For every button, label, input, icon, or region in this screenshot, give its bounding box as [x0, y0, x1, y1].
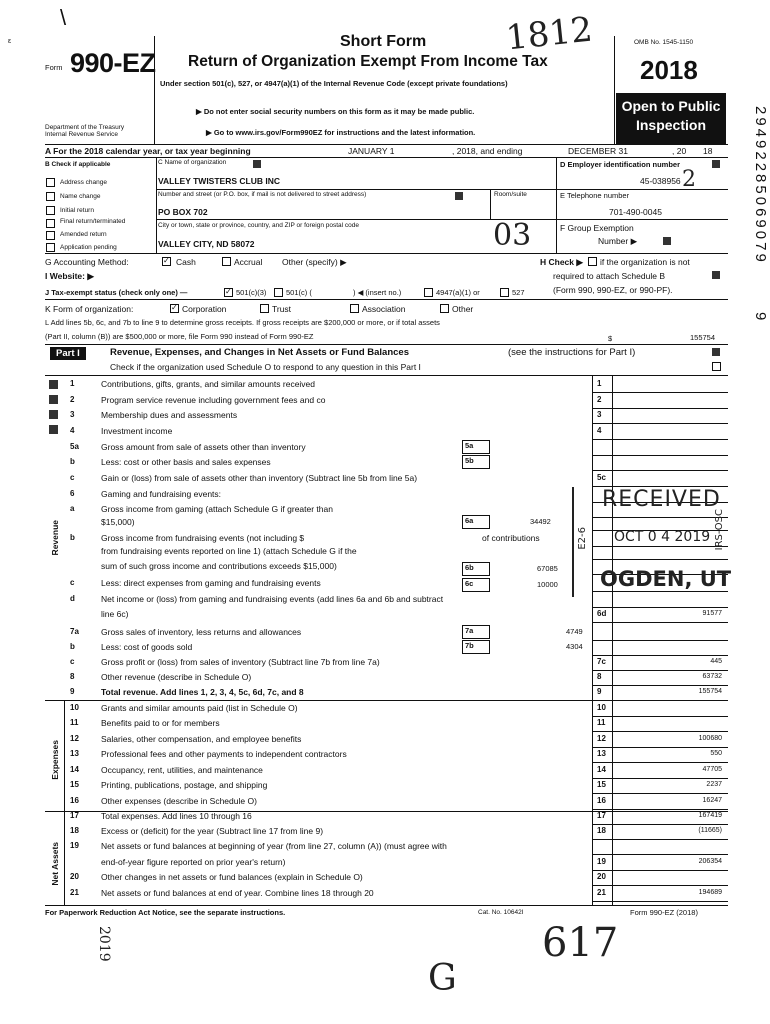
line-amount[interactable]: 2237 [706, 781, 722, 788]
stamp-side1: E2-6 [577, 527, 588, 550]
part1-line-row [0, 749, 770, 763]
checkbox-accrual[interactable] [222, 257, 231, 266]
part1-line-row [0, 426, 770, 440]
part1-line-row [0, 841, 770, 855]
line-box-number: 21 [597, 888, 606, 897]
city-label: City or town, state or province, country, and ZIP or foreign postal code [158, 222, 359, 229]
barcode-icon-4 [663, 237, 671, 245]
line-description: Less: direct expenses from gaming and fundraising events [101, 578, 321, 588]
room-suite-label: Room/suite [494, 191, 527, 198]
stamp-city: OGDEN, UT [600, 567, 732, 591]
line-separator [592, 408, 728, 409]
line-separator [592, 793, 728, 794]
value-6b: 67085 [537, 564, 558, 573]
line-amount[interactable]: 91577 [702, 610, 722, 617]
handwritten-03: 03 [493, 218, 532, 253]
irs-service: Internal Revenue Service [45, 131, 118, 138]
part1-line-row [0, 826, 770, 840]
line-separator [592, 747, 728, 748]
box-5a: 5a [462, 440, 490, 454]
l-line-text2: (Part II, column (B)) are $500,000 or more, file Form 990 instead of Form 990-EZ [45, 332, 314, 341]
line-number: b [70, 642, 75, 651]
line-amount[interactable]: 47705 [702, 766, 722, 773]
line-separator [592, 685, 728, 686]
h-check-text4: (Form 990, 990-EZ, or 990-PF). [553, 285, 673, 295]
line-separator [592, 824, 728, 825]
part1-line-row [0, 765, 770, 779]
open-public-text: Open to Public [621, 98, 721, 114]
handwritten-side-2019: 2019 [96, 926, 112, 962]
stamp-received: RECEIVED [602, 487, 721, 512]
line-a-label: A For the 2018 calendar year, or tax year beginning [45, 146, 251, 156]
value-7a: 4749 [566, 627, 583, 636]
line-number: c [70, 657, 75, 666]
section-separator [45, 700, 728, 701]
line-box-number: 19 [597, 857, 606, 866]
line-description: line 6c) [101, 609, 129, 619]
group-exemption-label: F Group Exemption [560, 223, 634, 233]
line-separator [592, 439, 728, 440]
stamp-date: OCT 0 4 2019 [614, 529, 711, 545]
line-a-begin: JANUARY 1 [348, 146, 395, 156]
part1-line-row [0, 687, 770, 701]
schedule-o-check-line: Check if the organization used Schedule O to respond to any question in this Part I [110, 362, 421, 372]
line-box-number: 15 [597, 780, 606, 789]
label-amended-return: Amended return [60, 231, 107, 238]
accrual-label: Accrual [234, 257, 263, 267]
line-number: 21 [70, 888, 79, 897]
label-application-pending: Application pending [60, 244, 117, 251]
website-label: I Website: ▶ [45, 271, 94, 281]
line-separator [592, 670, 728, 671]
line-separator [592, 762, 728, 763]
phone-label: E Telephone number [560, 191, 630, 200]
line-number: 20 [70, 872, 79, 881]
part1-line-row [0, 703, 770, 717]
barcode-icon-3 [712, 160, 720, 168]
line-separator [592, 839, 728, 840]
short-form-label: Short Form [340, 33, 427, 50]
line-separator [592, 731, 728, 732]
value-6c: 10000 [537, 580, 558, 589]
tax-year: 2018 [640, 55, 698, 85]
line-description: Less: cost or other basis and sales expenses [101, 457, 271, 467]
part1-line-row [0, 718, 770, 732]
accounting-method-label: G Accounting Method: [45, 257, 129, 267]
line-number: 12 [70, 734, 79, 743]
form-title: Return of Organization Exempt From Income Tax [188, 53, 548, 70]
line-box-number: 18 [597, 826, 606, 835]
part1-line-row [0, 796, 770, 810]
line-number: d [70, 594, 75, 603]
line-number: 6 [70, 489, 75, 498]
line-separator [592, 423, 728, 424]
part1-line-row [0, 473, 770, 487]
label-insert-no: ) ◀ (insert no.) [353, 288, 402, 297]
checkbox-527[interactable] [500, 288, 509, 297]
line-description: Other revenue (describe in Schedule O) [101, 672, 252, 682]
line-number: b [70, 457, 75, 466]
line-box-number: 13 [597, 749, 606, 758]
checkbox-schedule-b[interactable] [588, 257, 597, 266]
line-amount[interactable]: 16247 [702, 797, 722, 804]
line-number: 9 [70, 687, 75, 696]
part1-title-note: (see the instructions for Part I) [508, 347, 636, 358]
line-description: Occupancy, rent, utilities, and maintenance [101, 765, 263, 775]
line-description: sum of such gross income and contributions exceeds $15,000) [101, 561, 337, 571]
line-description: Gain or (loss) from sale of assets other than inventory (Subtract line 5b from line 5a) [101, 473, 418, 483]
line-number: 4 [70, 426, 75, 435]
handwritten-g: G [428, 958, 457, 999]
other-method-label: Other (specify) ▶ [282, 257, 347, 267]
label-501c3: 501(c)(3) [236, 288, 267, 297]
section-b-title: B Check if applicable [45, 161, 111, 168]
h-check-text3: required to attach Schedule B [553, 271, 665, 281]
handwritten-617: 617 [542, 920, 619, 966]
line-description: Net income or (loss) from gaming and fundraising events (add lines 6a and 6b and subtract [101, 594, 444, 604]
footer-form-id: Form 990-EZ (2018) [630, 908, 698, 917]
checkbox-final-return[interactable] [46, 219, 55, 228]
line-number: 1 [70, 379, 75, 388]
line-description: Excess or (deficit) for the year (Subtract line 17 from line 9) [101, 826, 324, 836]
line-separator [592, 870, 728, 871]
line-number: 5a [70, 442, 79, 451]
box-6c: 6c [462, 578, 490, 592]
line-a-yr: 18 [703, 146, 713, 156]
line-description: end-of-year figure reported on prior year's return) [101, 857, 286, 867]
line-a-end: DECEMBER 31 [568, 146, 628, 156]
line-box-number: 7c [597, 657, 606, 666]
line-number: 7a [70, 627, 79, 636]
l-line-dollar: $ [608, 334, 613, 343]
handwritten-top-number: 1812 [504, 9, 595, 59]
part1-line-row [0, 780, 770, 794]
label-527: 527 [512, 288, 525, 297]
line-number: 13 [70, 749, 79, 758]
part1-line-row [0, 410, 770, 424]
line-number: 17 [70, 811, 79, 820]
line-separator [592, 885, 728, 886]
line-amount[interactable]: 206354 [698, 858, 722, 865]
part1-line-row [0, 379, 770, 393]
line-box-number: 2 [597, 395, 602, 404]
line-amount[interactable]: 100680 [698, 735, 722, 742]
line-box-number: 12 [597, 734, 606, 743]
open-to-public-badge [616, 93, 726, 144]
line-box-number: 4 [597, 426, 602, 435]
line-amount[interactable]: 194689 [698, 889, 722, 896]
form-subtitle: Under section 501(c), 527, or 4947(a)(1) of the Internal Revenue Code (except private foundations) [160, 79, 508, 88]
part1-line-row [0, 811, 770, 825]
line-number: 8 [70, 672, 75, 681]
stamp-side2: IRS-OSC [714, 509, 725, 551]
line-box-number: 9 [597, 687, 602, 696]
dept-treasury: Department of the Treasury [45, 124, 125, 131]
part1-line-row [0, 442, 770, 456]
line-separator [592, 655, 728, 656]
part1-line-row [0, 395, 770, 409]
label-corporation: Corporation [182, 304, 227, 314]
line-description: Benefits paid to or for members [101, 718, 220, 728]
line-number: 19 [70, 841, 79, 850]
line-separator [592, 778, 728, 779]
line-box-number: 14 [597, 765, 606, 774]
line-number: 2 [70, 395, 75, 404]
line-number: c [70, 578, 75, 587]
barcode-icon [253, 160, 261, 168]
line-number: b [70, 533, 75, 542]
omb-number: OMB No. 1545-1150 [634, 39, 694, 46]
line-amount[interactable]: 550 [710, 750, 722, 757]
checkbox-amended-return[interactable] [46, 231, 55, 240]
label-final-return: Final return/terminated [60, 218, 126, 225]
label-4947: 4947(a)(1) or [436, 288, 480, 297]
line-description: Gaming and fundraising events: [101, 489, 222, 499]
ein-label: D Employer identification number [560, 160, 681, 169]
checkbox-501c[interactable] [274, 288, 283, 297]
line-separator [592, 470, 728, 471]
handwritten-ein-suffix: 2 [682, 167, 696, 192]
part1-line-row [0, 657, 770, 671]
value-6a: 34492 [530, 517, 551, 526]
part1-line-row [0, 627, 770, 641]
line-separator [592, 392, 728, 393]
inspection-text: Inspection [635, 117, 706, 133]
line-description: from fundraising events reported on line 1) (attach Schedule G if the [101, 546, 357, 556]
side-dln-check: 9 [752, 312, 769, 321]
line-separator [592, 607, 728, 608]
value-7b: 4304 [566, 642, 583, 651]
line-amount[interactable]: (11665) [698, 827, 722, 834]
line-box-number: 5c [597, 473, 606, 482]
line-amount[interactable]: 445 [710, 658, 722, 665]
part1-title: Revenue, Expenses, and Changes in Net Assets or Fund Balances [110, 347, 409, 358]
line-description: Other changes in net assets or fund balances (explain in Schedule O) [101, 872, 363, 882]
box-6a: 6a [462, 515, 490, 529]
checkbox-corporation[interactable]: ✓ [171, 303, 178, 312]
line-description: Gross profit or (loss) from sales of inventory (Subtract line 7b from line 7a) [101, 657, 380, 667]
checkbox-application-pending[interactable] [46, 243, 55, 252]
irs-link-notice: ▶ Go to www.irs.gov/Form990EZ for instructions and the latest information. [206, 128, 476, 137]
box-6b: 6b [462, 562, 490, 576]
line-number: a [70, 504, 75, 513]
checkbox-501c3[interactable]: ✓ [225, 287, 232, 296]
line-box-number: 11 [597, 718, 606, 727]
line-description: Program service revenue including government fees and co [101, 395, 326, 405]
gross-receipts-amount: 155754 [690, 333, 716, 342]
part1-line-row [0, 457, 770, 471]
line-box-number: 20 [597, 872, 606, 881]
line-number: c [70, 473, 75, 482]
line-description: Other expenses (describe in Schedule O) [101, 796, 257, 806]
barcode-icon-5 [712, 271, 720, 279]
street-label: Number and street (or P.O. box, if mail is not delivered to street address) [158, 191, 367, 198]
org-name: VALLEY TWISTERS CLUB INC [158, 176, 280, 186]
line-description: Net assets or fund balances at end of year. Combine lines 18 through 20 [101, 888, 374, 898]
net-assets-section-label: Net Assets [50, 842, 60, 886]
line-description: Net assets or fund balances at beginning of year (from line 27, column (A)) (must agree with [101, 841, 447, 851]
line-number: 14 [70, 765, 79, 774]
line-description: Investment income [101, 426, 173, 436]
h-check-text1: H Check ▶ [540, 257, 583, 267]
label-initial-return: Initial return [60, 207, 94, 214]
part1-line-row [0, 872, 770, 886]
section-separator [45, 811, 728, 812]
ssn-notice: ▶ Do not enter social security numbers on this form as it may be made public. [196, 107, 475, 116]
label-address-change: Address change [60, 179, 107, 186]
line-description: Printing, publications, postage, and shipping [101, 780, 268, 790]
line-box-number: 3 [597, 410, 602, 419]
checkbox-schedule-o[interactable] [712, 362, 721, 371]
line-separator [592, 716, 728, 717]
line-description: Gross income from gaming (attach Schedule G if greater than [101, 504, 333, 514]
label-501c: 501(c) ( [286, 288, 312, 297]
line-description: Membership dues and assessments [101, 410, 238, 420]
phone-value: 701-490-0045 [609, 207, 662, 217]
part1-line-row [0, 609, 770, 623]
line-box-number: 6d [597, 609, 607, 618]
part1-line-row [0, 672, 770, 686]
line-description: $15,000) [101, 517, 135, 527]
line-description: Total revenue. Add lines 1, 2, 3, 4, 5c, 6d, 7c, and 8 [101, 687, 304, 697]
checkbox-cash[interactable]: ✓ [163, 256, 170, 265]
scribble-mark: \ [60, 5, 67, 30]
barcode-icon-2 [455, 192, 463, 200]
h-check-text2: if the organization is not [600, 257, 690, 267]
line-box-number: 16 [597, 796, 606, 805]
form-prefix: Form [45, 63, 63, 72]
part1-line-row [0, 734, 770, 748]
part1-line-row [0, 857, 770, 871]
line-number: 11 [70, 718, 79, 727]
line-amount[interactable]: 63732 [702, 673, 722, 680]
part1-tag: Part I [50, 347, 86, 360]
form-number: 990-EZ [70, 48, 156, 78]
box-5b: 5b [462, 455, 490, 469]
checkbox-initial-return[interactable] [46, 206, 55, 215]
box-7b: 7b [462, 640, 490, 654]
line-description: Gross sales of inventory, less returns and allowances [101, 627, 302, 637]
line-description: Contributions, gifts, grants, and similar amounts received [101, 379, 316, 389]
line-amount[interactable]: 167419 [698, 812, 722, 819]
line-description: Total expenses. Add lines 10 through 16 [101, 811, 252, 821]
checkbox-other-org[interactable] [440, 304, 449, 313]
l-line-text1: L Add lines 5b, 6c, and 7b to line 9 to determine gross receipts. If gross receipts are $200,000 or more, or if total assets [45, 318, 440, 327]
checkbox-trust[interactable] [260, 304, 269, 313]
checkbox-association[interactable] [350, 304, 359, 313]
line-separator [592, 901, 728, 902]
label-trust: Trust [272, 304, 292, 314]
line-number: 15 [70, 780, 79, 789]
org-city: VALLEY CITY, ND 58072 [158, 239, 255, 249]
line-description: Less: cost of goods sold [101, 642, 193, 652]
footer-paperwork-notice: For Paperwork Reduction Act Notice, see the separate instructions. [45, 908, 286, 917]
line-box-number: 1 [597, 379, 602, 388]
line-box-number: 8 [597, 672, 602, 681]
line-box-number: 17 [597, 811, 606, 820]
cash-label: Cash [176, 257, 196, 267]
contributions-text: of contributions [482, 533, 540, 543]
line-description: Salaries, other compensation, and employee benefits [101, 734, 302, 744]
line-number: 16 [70, 796, 79, 805]
line-number: 3 [70, 410, 75, 419]
footer-cat-number: Cat. No. 10642I [478, 909, 524, 916]
line-description: Professional fees and other payments to independent contractors [101, 749, 347, 759]
checkbox-address-change[interactable] [46, 178, 55, 187]
line-box-number: 10 [597, 703, 606, 712]
part1-line-row [0, 642, 770, 656]
label-name-change: Name change [60, 193, 101, 200]
ein-value: 45-038956 [640, 176, 681, 186]
line-description: Gross amount from sale of assets other than inventory [101, 442, 306, 452]
line-a-mid: , 2018, and ending [452, 146, 523, 156]
label-association: Association [362, 304, 406, 314]
group-exemption-number-label: Number ▶ [598, 236, 638, 246]
label-other-org: Other [452, 304, 474, 314]
tax-exempt-label: J Tax-exempt status (check only one) — [45, 288, 188, 297]
line-separator [592, 854, 728, 855]
line-description: Grants and similar amounts paid (list in Schedule O) [101, 703, 298, 713]
received-stamp [572, 487, 734, 597]
line-separator [592, 455, 728, 456]
side-dln-number: 29492285069079 [752, 106, 769, 265]
part1-line-row [0, 888, 770, 902]
line-number: 18 [70, 826, 79, 835]
scribble-dot: ε [8, 38, 12, 45]
line-number: 10 [70, 703, 79, 712]
org-street: PO BOX 702 [158, 207, 208, 217]
expenses-section-label: Expenses [50, 740, 60, 780]
line-separator [592, 809, 728, 810]
line-description: Gross income from fundraising events (not including $ [101, 533, 305, 543]
org-name-label: C Name of organization [158, 159, 227, 166]
line-amount[interactable]: 155754 [698, 688, 722, 695]
line-separator [592, 640, 728, 641]
line-a-yr-pre: , 20 [672, 146, 687, 156]
barcode-icon-6 [712, 348, 720, 356]
box-7a: 7a [462, 625, 490, 639]
checkbox-name-change[interactable] [46, 192, 55, 201]
checkbox-4947[interactable] [424, 288, 433, 297]
form-of-org-label: K Form of organization: [45, 304, 134, 314]
line-separator [592, 622, 728, 623]
revenue-section-label: Revenue [50, 520, 60, 556]
